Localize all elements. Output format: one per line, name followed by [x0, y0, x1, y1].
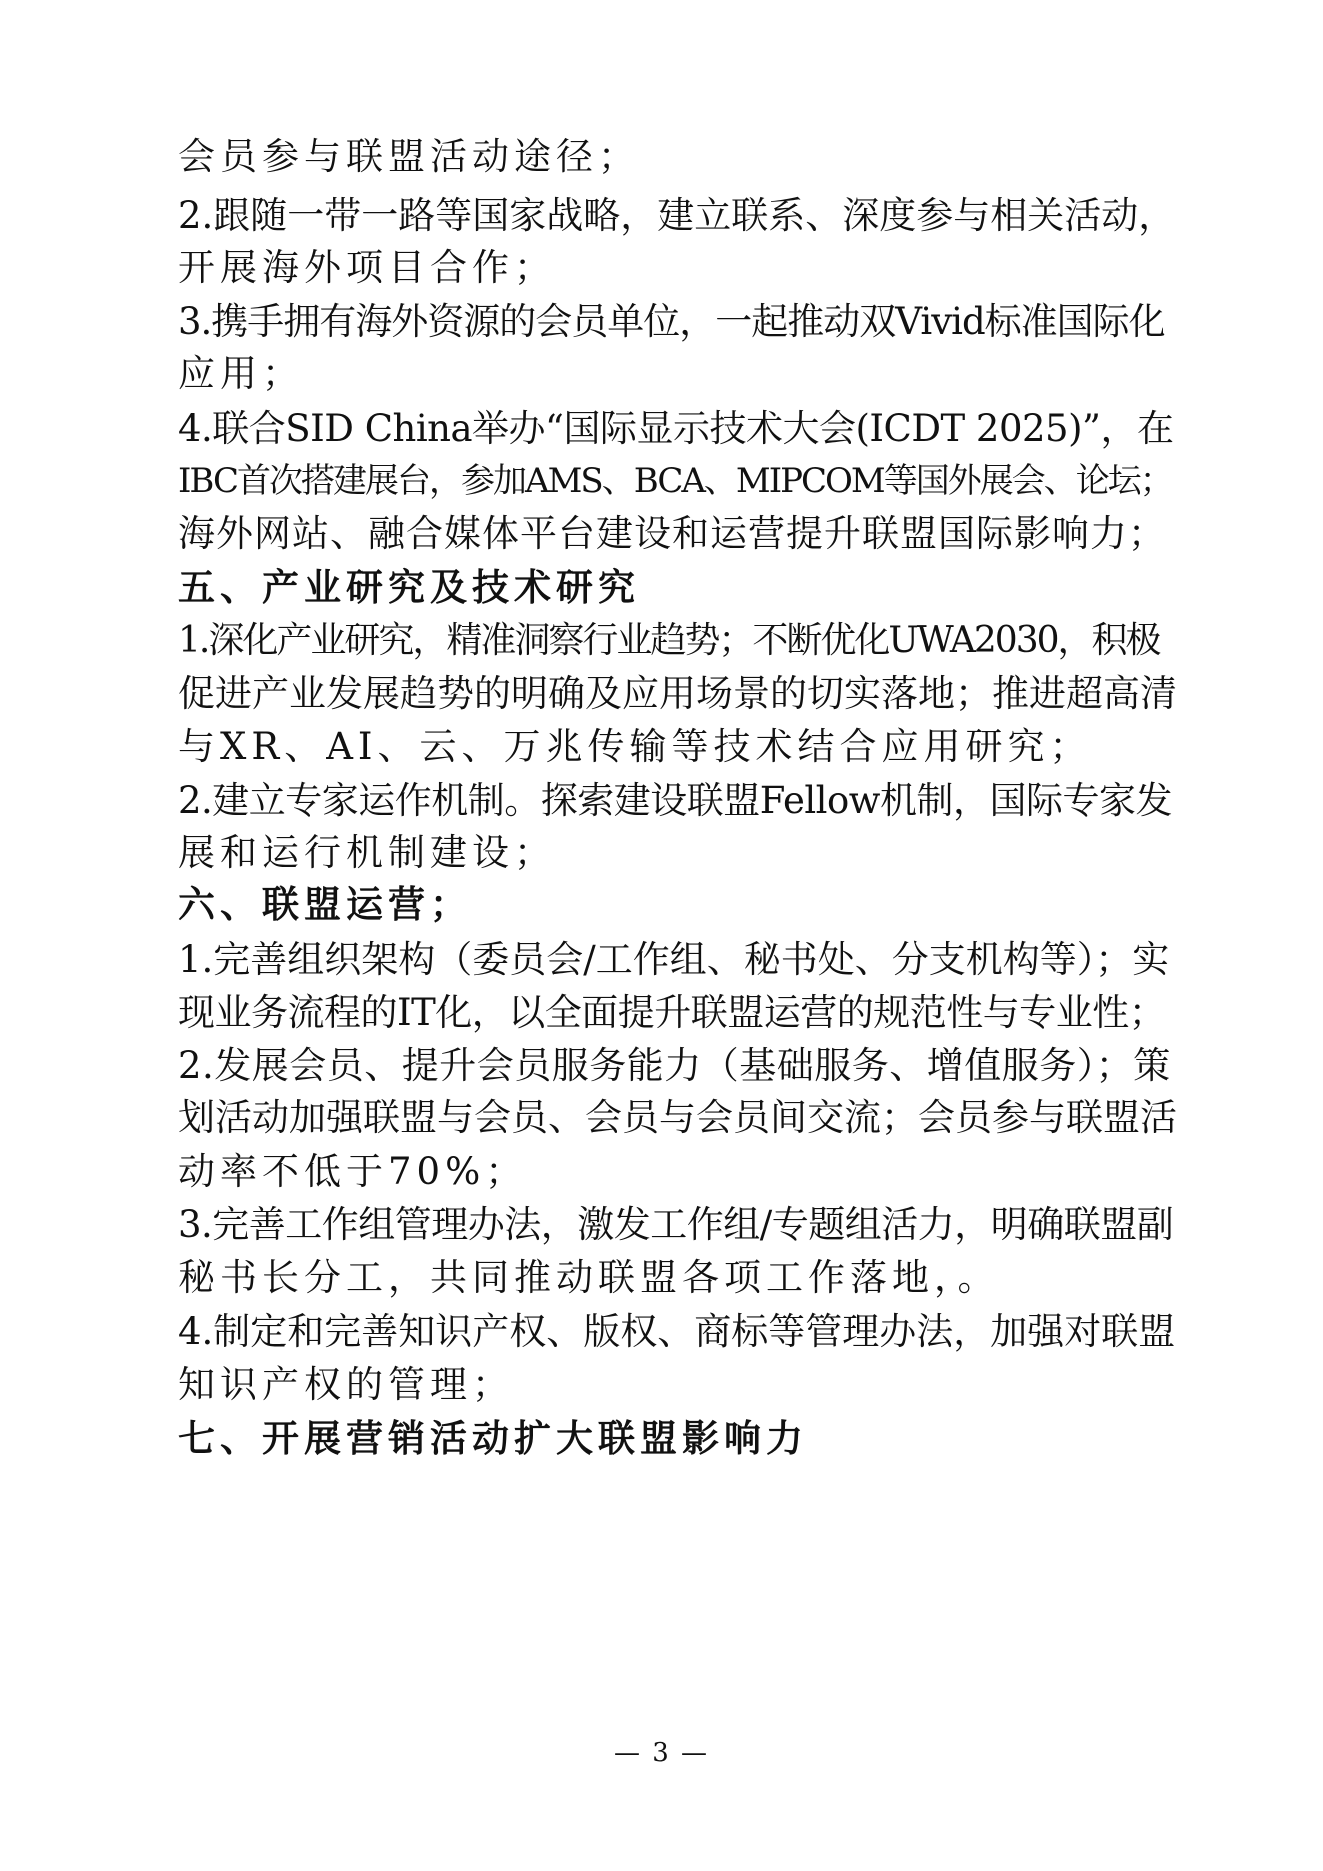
paragraph-line: 4.制定和完善知识产权、版权、商标等管理办法，加强对联盟 [178, 1310, 1176, 1353]
paragraph-line: 1.深化产业研究，精准洞察行业趋势；不断优化UWA2030，积极 [178, 620, 1160, 661]
paragraph-line: 2.建立专家运作机制。探索建设联盟Fellow机制，国际专家发 [178, 779, 1172, 822]
section-heading: 七、开展营销活动扩大联盟影响力 [178, 1417, 808, 1460]
paragraph-line: 3.完善工作组管理办法，激发工作组/专题组活力，明确联盟副 [178, 1203, 1174, 1246]
section-heading: 六、联盟运营； [178, 883, 472, 926]
paragraph-line: 秘书长分工，共同推动联盟各项工作落地，。 [178, 1256, 1000, 1299]
paragraph-line: 4.联合SID China举办“国际显示技术大会(ICDT 2025)”，在 [178, 407, 1174, 450]
paragraph-line: 1.完善组织架构（委员会/工作组、秘书处、分支机构等）；实 [178, 938, 1170, 981]
paragraph-line: 海外网站、融合媒体平台建设和运营提升联盟国际影响力； [178, 512, 1166, 555]
paragraph-line: 会员参与联盟活动途径； [178, 135, 640, 178]
paragraph-line: 促进产业发展趋势的明确及应用场景的切实落地；推进超高清 [178, 672, 1177, 715]
section-heading: 五、产业研究及技术研究 [178, 566, 640, 609]
paragraph-line: 2.跟随一带一路等国家战略，建立联系、深度参与相关活动， [178, 194, 1176, 237]
paragraph-line: 应用； [178, 352, 304, 395]
paragraph-line: IBC首次搭建展台，参加AMS、BCA、MIPCOM等国外展会、论坛； [178, 461, 1172, 501]
paragraph-line: 划活动加强联盟与会员、会员与会员间交流；会员参与联盟活 [178, 1096, 1177, 1139]
paragraph-line: 现业务流程的IT化，以全面提升联盟运营的规范性与专业性； [178, 991, 1166, 1034]
paragraph-line: 知识产权的管理； [178, 1363, 514, 1406]
paragraph-line: 3.携手拥有海外资源的会员单位，一起推动双Vivid标准国际化 [178, 300, 1165, 343]
paragraph-line: 展和运行机制建设； [178, 831, 556, 874]
paragraph-line: 动率不低于70%； [178, 1150, 528, 1193]
paragraph-line: 开展海外项目合作； [178, 246, 556, 289]
paragraph-line: 2.发展会员、提升会员服务能力（基础服务、增值服务）；策 [178, 1044, 1171, 1087]
paragraph-line: 与XR、AI、云、万兆传输等技术结合应用研究； [178, 725, 1092, 768]
page-number: — 3 — [613, 1738, 710, 1768]
